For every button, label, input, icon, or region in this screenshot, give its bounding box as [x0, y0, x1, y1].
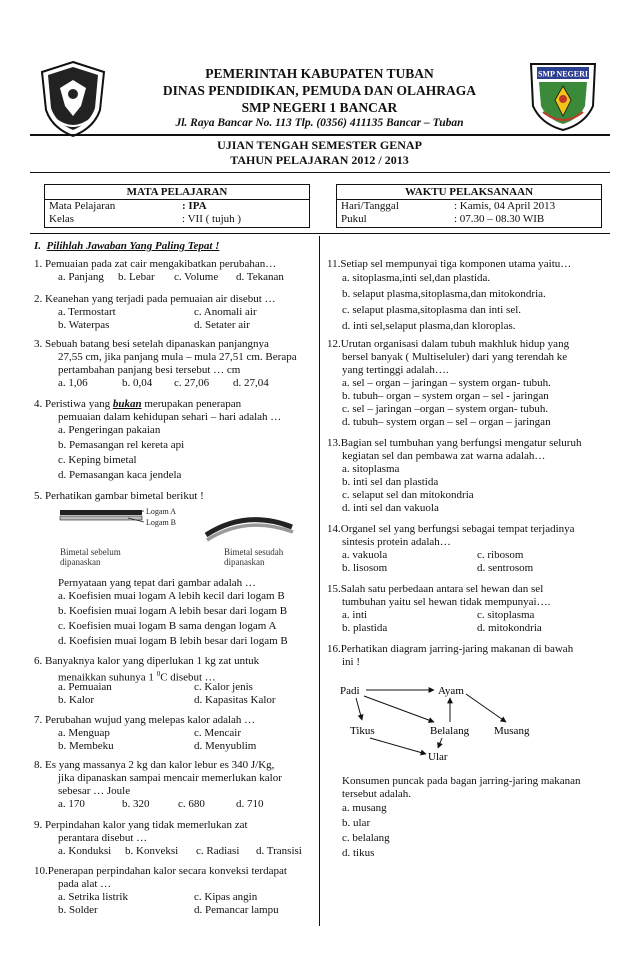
logam-a-label: Logam A — [146, 507, 176, 516]
q2-option-a: a. Termostart — [58, 306, 116, 318]
node-musang: Musang — [494, 725, 530, 737]
q15-stem-2: tumbuhan yaitu sel hewan tidak mempunyai…. — [342, 596, 551, 608]
arrow-padi-tikus — [356, 698, 362, 720]
q16-stem-1: 16.Perhatikan diagram jarring-jaring makanan di bawah — [327, 643, 574, 655]
time-value: : 07.30 – 08.30 WIB — [454, 213, 545, 225]
q10-option-b: b. Solder — [58, 904, 98, 916]
q10-option-c: c. Kipas angin — [194, 891, 258, 903]
q16-option-d: d. tikus — [342, 847, 375, 859]
section-number: I. — [34, 240, 42, 252]
q1-option-d: d. Tekanan — [236, 271, 284, 283]
q15-option-b: b. plastida — [342, 622, 388, 634]
q11-option-c: c. selaput plasma,sitoplasma dan inti sel. — [342, 304, 522, 316]
q4-stem-1 — [34, 398, 241, 411]
q16-question-1: Konsumen puncak pada bagan jarring-jaring makanan — [342, 775, 581, 787]
q5-question: Pernyataan yang tepat dari gambar adalah … — [58, 577, 256, 589]
q7-option-a: a. Menguap — [58, 727, 110, 739]
subject-value: : IPA — [182, 200, 207, 212]
q4-option-a: a. Pengeringan pakaian — [58, 424, 161, 436]
logam-b-label: Logam B — [146, 518, 176, 527]
subject-box-title: MATA PELAJARAN — [45, 185, 309, 200]
q14-stem-2: sintesis protein adalah… — [342, 536, 451, 548]
schedule-box-title: WAKTU PELAKSANAAN — [337, 185, 601, 200]
column-divider — [319, 236, 320, 926]
class-label: Kelas — [49, 213, 75, 225]
q4-stem-post: merupakan penerapan — [141, 398, 242, 410]
q7-option-d: d. Menyublim — [194, 740, 257, 752]
q1-stem: 1. Pemuaian pada zat cair mengakibatkan perubahan… — [34, 258, 277, 270]
q7-option-c: c. Mencair — [194, 727, 242, 739]
q11-stem: 11.Setiap sel mempunyai tiga komponen utama yaitu… — [327, 258, 572, 270]
q16-question-2: tersebut adalah. — [342, 788, 412, 800]
q12-stem-3: yang tertinggi adalah…. — [342, 364, 449, 376]
node-ayam: Ayam — [438, 685, 464, 697]
exam-rule — [30, 172, 610, 173]
q9-option-a: a. Konduksi — [58, 845, 112, 857]
q2-stem: 2. Keanehan yang terjadi pada pemuaian air disebut … — [34, 293, 276, 305]
q6-option-a: a. Pemuaian — [58, 681, 112, 693]
q8-stem-2: jika dipanaskan sampai mencair memerlukan kalor — [58, 772, 282, 784]
q9-stem-2: perantara disebut … — [58, 832, 148, 844]
q16-option-c: c. belalang — [342, 832, 390, 844]
time-label: Pukul — [341, 213, 367, 225]
q4-emphasis: bukan — [112, 398, 142, 410]
q3-option-d: d. 27,04 — [233, 377, 269, 389]
q11-option-a: a. sitoplasma,inti sel,dan plastida. — [342, 272, 491, 284]
q9-option-c: c. Radiasi — [196, 845, 240, 857]
q3-stem-1: 3. Sebuah batang besi setelah dipanaskan panjangnya — [34, 338, 269, 350]
q6-option-d: d. Kapasitas Kalor — [194, 694, 276, 706]
q3-stem-2: 27,55 cm, jika panjang mula – mula 27,51 cm. Berapa — [58, 351, 297, 363]
q10-option-d: d. Pemancar lampu — [194, 904, 279, 916]
subject-label: Mata Pelajaran — [49, 200, 116, 212]
q12-option-c: c. sel – jaringan –organ – system organ- tubuh. — [342, 403, 549, 415]
q4-stem-2: pemuaian dalam kehidupan sehari – hari adalah … — [58, 411, 282, 423]
q10-stem-1: 10.Penerapan perpindahan kalor secara konveksi terdapat — [34, 865, 287, 877]
header-school: SMP NEGERI 1 BANCAR — [241, 100, 398, 115]
q15-option-d: d. mitokondria — [477, 622, 542, 634]
q14-option-c: c. ribosom — [477, 549, 524, 561]
q13-option-a: a. sitoplasma — [342, 463, 400, 475]
q12-stem-1: 12.Urutan organisasi dalam tubuh makhluk hidup yang — [327, 338, 570, 350]
header-government: PEMERINTAH KABUPATEN TUBAN — [205, 66, 434, 81]
q14-stem-1: 14.Organel sel yang berfungsi sebagai tempat terjadinya — [327, 523, 575, 535]
q16-option-a: a. musang — [342, 802, 387, 814]
header-rule — [30, 134, 610, 136]
q16-stem-2: ini ! — [342, 656, 361, 668]
q2-option-b: b. Waterpas — [58, 319, 110, 331]
section-heading — [34, 240, 219, 253]
q1-option-a: a. Panjang — [58, 271, 104, 283]
q6-degree: 0 — [156, 670, 161, 678]
bimetal-figure — [56, 505, 302, 577]
q2-option-d: d. Setater air — [194, 319, 250, 331]
section-title: Pilihlah Jawaban Yang Paling Tepat ! — [46, 240, 220, 252]
before-label-1: Bimetal sebelum — [60, 547, 121, 557]
q10-option-a: a. Setrika listrik — [58, 891, 128, 903]
header-department: DINAS PENDIDIKAN, PEMUDA DAN OLAHRAGA — [162, 83, 477, 98]
q13-stem-2: kegiatan sel dan pembawa zat warna adalah… — [342, 450, 546, 462]
bimetal-strip-b — [60, 516, 142, 520]
subject-box — [44, 184, 310, 228]
q11-option-b: b. selaput plasma,sitoplasma,dan mitokondria. — [342, 288, 546, 300]
after-label-2: dipanaskan — [224, 557, 265, 567]
q15-stem-1: 15.Salah satu perbedaan antara sel hewan dan sel — [327, 583, 544, 595]
q8-stem-3: sebesar … Joule — [58, 785, 131, 797]
q6-option-c: c. Kalor jenis — [194, 681, 253, 693]
date-value: : Kamis, 04 April 2013 — [454, 200, 556, 212]
q14-option-b: b. lisosom — [342, 562, 388, 574]
q9-option-d: d. Transisi — [256, 845, 302, 857]
q8-stem-1: 8. Es yang massanya 2 kg dan kalor lebur es 340 J/Kg, — [34, 759, 275, 771]
class-value: : VII ( tujuh ) — [182, 213, 242, 225]
q6-option-b: b. Kalor — [58, 694, 95, 706]
q12-stem-2: bersel banyak ( Multiseluler) dari yang terendah ke — [342, 351, 568, 363]
food-web-diagram — [330, 676, 606, 772]
q13-option-b: b. inti sel dan plastida — [342, 476, 439, 488]
q8-option-b: b. 320 — [122, 798, 150, 810]
header-address: Jl. Raya Bancar No. 113 Tlp. (0356) 411135 Bancar – Tuban — [175, 117, 464, 129]
q8-option-c: c. 680 — [178, 798, 205, 810]
q4-option-d: d. Pemasangan kaca jendela — [58, 469, 182, 481]
before-label-2: dipanaskan — [60, 557, 101, 567]
q8-option-d: d. 710 — [236, 798, 264, 810]
q15-option-c: c. sitoplasma — [477, 609, 535, 621]
node-belalang: Belalang — [430, 725, 470, 737]
q3-stem-3: pertambahan panjang besi tersebut … cm — [58, 364, 241, 376]
node-ular: Ular — [428, 751, 448, 763]
q4-option-b: b. Pemasangan rel kereta api — [58, 439, 185, 451]
schedule-box — [336, 184, 602, 228]
q11-option-d: d. inti sel,selaput plasma,dan kloroplas. — [342, 320, 516, 332]
q3-option-c: c. 27,06 — [174, 377, 210, 389]
q5-stem: 5. Perhatikan gambar bimetal berikut ! — [34, 490, 204, 502]
q9-stem-1: 9. Perpindahan kalor yang tidak memerlukan zat — [34, 819, 248, 831]
bimetal-strip-a — [60, 510, 142, 515]
date-label: Hari/Tanggal — [341, 200, 399, 212]
q12-option-a: a. sel – organ – jaringan – system organ- tubuh. — [342, 377, 551, 389]
q5-option-d: d. Koefisien muai logam B lebih besar dari logam B — [58, 635, 288, 647]
q12-option-b: b. tubuh– organ – system organ – sel - jaringan — [342, 390, 549, 402]
q6-stem-2a: menaikkan suhunya 1 — [58, 671, 157, 684]
q14-option-d: d. sentrosom — [477, 562, 534, 574]
q13-stem-1: 13.Bagian sel tumbuhan yang berfungsi mengatur seluruh — [327, 437, 582, 449]
school-logo-text: SMP NEGERI — [537, 69, 589, 79]
q5-option-b: b. Koefisien muai logam A lebih besar dari logam B — [58, 605, 288, 617]
school-logo — [525, 56, 601, 132]
q3-option-b: b. 0,04 — [122, 377, 153, 389]
section-rule — [30, 233, 610, 234]
node-padi: Padi — [340, 685, 360, 697]
q13-option-c: c. selaput sel dan mitokondria — [342, 489, 474, 501]
q5-option-a: a. Koefisien muai logam A lebih kecil dari logam B — [58, 590, 285, 602]
q7-stem: 7. Perubahan wujud yang melepas kalor adalah … — [34, 714, 256, 726]
exam-year: TAHUN PELAJARAN 2012 / 2013 — [230, 153, 409, 167]
arrow-tikus-ular — [370, 738, 426, 754]
exam-title: UJIAN TENGAH SEMESTER GENAP — [217, 138, 422, 152]
q4-option-c: c. Keping bimetal — [58, 454, 137, 466]
q14-option-a: a. vakuola — [342, 549, 388, 561]
q2-option-c: c. Anomali air — [194, 306, 257, 318]
q6-stem-1: 6. Banyaknya kalor yang diperlukan 1 kg zat untuk — [34, 655, 260, 667]
q16-option-b: b. ular — [342, 817, 371, 829]
q5-option-c: c. Koefisien muai logam B sama dengan logam A — [58, 620, 277, 632]
arrow-belalang-ular — [438, 738, 442, 748]
arrow-padi-belalang — [364, 696, 434, 722]
q4-stem-pre: 4. Peristiwa yang — [34, 398, 113, 410]
q8-option-a: a. 170 — [58, 798, 85, 810]
q12-option-d: d. tubuh– system organ – sel – organ – jaringan — [342, 416, 551, 428]
q10-stem-2: pada alat … — [58, 878, 112, 890]
q9-option-b: b. Konveksi — [125, 845, 179, 857]
q3-option-a: a. 1,06 — [58, 377, 88, 389]
q13-option-d: d. inti sel dan vakuola — [342, 502, 439, 514]
q7-option-b: b. Membeku — [58, 740, 114, 752]
arrow-ayam-musang — [466, 694, 506, 722]
q1-option-c: c. Volume — [174, 271, 219, 283]
q6-stem-2b: C disebut … — [160, 671, 216, 684]
after-label-1: Bimetal sesudah — [224, 547, 284, 557]
q1-option-b: b. Lebar — [118, 271, 155, 283]
q15-option-a: a. inti — [342, 609, 368, 621]
node-tikus: Tikus — [350, 725, 375, 737]
